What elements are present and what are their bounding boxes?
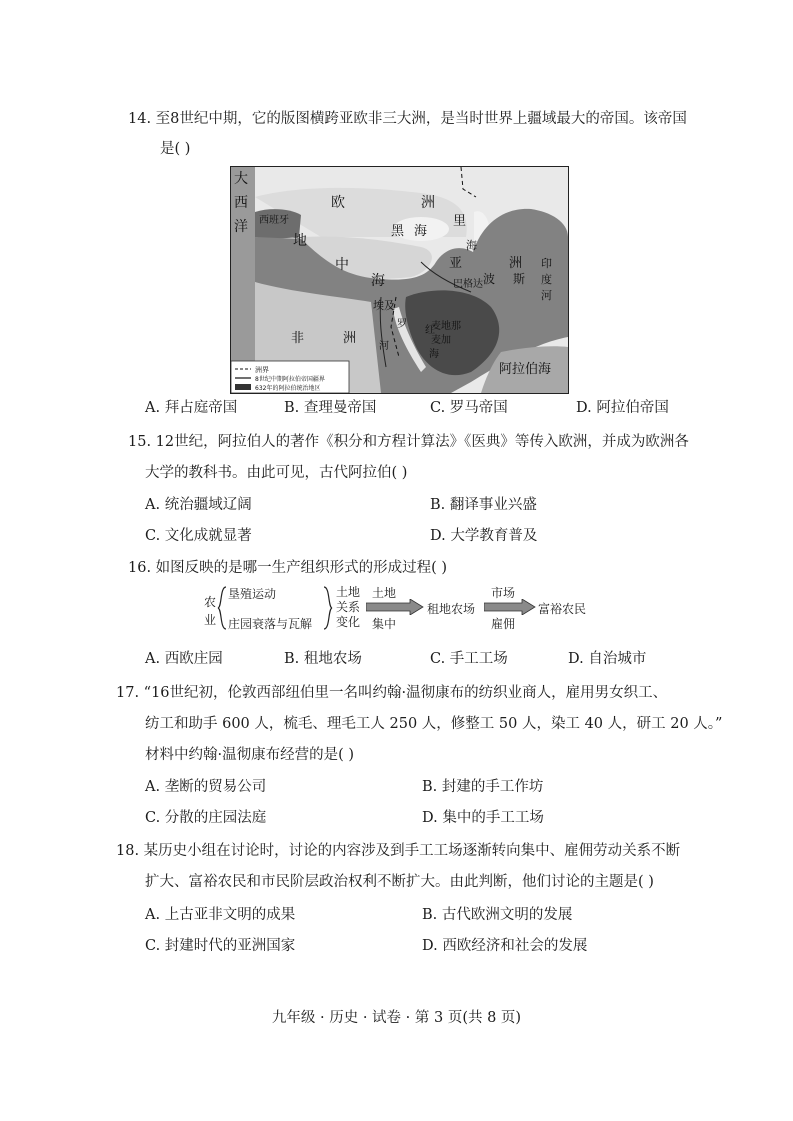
flow-arrow2-top: 市场 [491,586,516,600]
legend-text-empire: 8世纪中期阿拉伯帝国疆界 [255,376,325,383]
q14-option-c[interactable]: C. 罗马帝国 [430,400,508,416]
q17-option-c[interactable]: C. 分散的庄园法庭 [145,810,267,826]
q18-stem-line2: 扩大、富裕农民和市民阶层政治权利不断扩大。由此判断，他们讨论的主题是( ) [145,874,654,890]
q16-option-a[interactable]: A. 西欧庄园 [145,651,223,667]
map-label-arabian-sea: 阿拉伯海 [499,362,552,377]
q15-option-b[interactable]: B. 翻译事业兴盛 [430,497,537,513]
q17-option-b[interactable]: B. 封建的手工作坊 [422,779,544,795]
map-label-da: 大 [234,171,248,187]
flow-agri-1: 农 [204,595,217,609]
map-label-hong: 红 [425,325,435,336]
q14-stem-line1: 14. 至8世纪中期，它的版图横跨亚欧非三大洲，是当时世界上疆域最大的帝国。该帝国 [128,111,687,127]
flow-farm: 租地农场 [427,602,476,616]
q17-option-d[interactable]: D. 集中的手工工场 [422,810,544,826]
map-label-hei: 黑 [391,224,405,239]
q17-stem-line2: 纺工和助手 600 人，梳毛、理毛工人 250 人，修整工 50 人，染工 40 人，研工 20 人。” [145,716,723,732]
map-label-medina: 麦地那 [431,321,461,332]
map-label-ou: 欧 [331,195,345,211]
q18-option-d[interactable]: D. 西欧经济和社会的发展 [422,938,588,954]
flow-arrow1-top: 土地 [372,586,397,600]
q15-option-c[interactable]: C. 文化成就显著 [145,528,252,544]
q18-stem-line1: 18. 某历史小组在讨论时，讨论的内容涉及到手工工场逐渐转向集中、雇佣劳动关系不断 [116,843,681,859]
q14-option-a[interactable]: A. 拜占庭帝国 [145,400,238,416]
production-flow-diagram [200,583,600,633]
q16-option-b[interactable]: B. 租地农场 [284,651,362,667]
flow-item-reclamation: 垦殖运动 [228,587,277,601]
q18-option-a[interactable]: A. 上古亚非文明的成果 [145,907,296,923]
map-label-zhong: 中 [335,257,349,273]
map-label-fei: 非 [291,331,305,346]
q15-stem-line2: 大学的教科书。由此可见，古代阿拉伯( ) [145,465,408,481]
flow-land-1: 土地 [336,585,361,599]
map-label-zhou-eu: 洲 [421,195,435,211]
q16-option-c[interactable]: C. 手工工场 [430,651,508,667]
flow-brace-left [216,585,228,631]
arab-empire-map [230,166,569,394]
q18-option-c[interactable]: C. 封建时代的亚洲国家 [145,938,296,954]
q15-option-a[interactable]: A. 统治疆域辽阔 [145,497,252,513]
map-label-ai: 埃及 [373,299,395,312]
map-label-bo: 波 [483,272,496,286]
q18-option-b[interactable]: B. 古代欧洲文明的发展 [422,907,573,923]
page-footer: 九年级 · 历史 · 试卷 · 第 3 页(共 8 页) [271,1010,522,1026]
map-label-he-indus: 河 [541,289,552,302]
map-label-du: 度 [541,273,552,286]
map-label-yin: 印 [541,257,552,270]
map-label-spain: 西班牙 [259,215,289,226]
q17-stem-line3: 材料中约翰·温彻康布经营的是( ) [145,747,355,763]
q15-option-d[interactable]: D. 大学教育普及 [430,528,538,544]
flow-agri-2: 业 [204,613,217,627]
map-label-ya: 亚 [449,256,463,271]
map-label-li-hai: 海 [466,239,477,252]
map-label-xi: 西 [234,195,248,211]
map-label-baghdad: 巴格达 [453,279,483,290]
map-label-honghai: 海 [429,349,439,360]
map-label-hai: 海 [371,273,385,289]
flow-arrow-1 [366,599,424,615]
map-label-di: 地 [293,233,307,249]
map-label-heihai: 海 [414,224,428,239]
q16-stem: 16. 如图反映的是哪一生产组织形式的形成过程( ) [128,560,448,576]
q14-option-d[interactable]: D. 阿拉伯帝国 [576,400,669,416]
map-label-luo: 罗 [397,319,407,330]
flow-land-2: 关系 [336,600,361,614]
flow-brace-right [322,585,334,631]
map-label-yang: 洋 [234,219,248,235]
flow-arrow2-bottom: 雇佣 [491,617,516,631]
q15-stem-line1: 15. 12世纪，阿拉伯人的著作《积分和方程计算法》《医典》等传入欧洲，并成为欧洲各 [128,434,689,450]
flow-arrow1-bottom: 集中 [372,617,397,631]
map-label-si: 斯 [513,272,526,286]
flow-item-manor-decline: 庄园衰落与瓦解 [228,617,313,631]
flow-land-3: 变化 [336,615,361,629]
q14-option-b[interactable]: B. 查理曼帝国 [284,400,377,416]
q16-option-d[interactable]: D. 自治城市 [568,651,647,667]
map-label-zhou-af: 洲 [343,331,357,346]
legend-swatch-632 [235,384,251,390]
legend-text-632: 632年的阿拉伯统治地区 [255,385,321,392]
q14-stem-line2: 是( ) [160,141,191,157]
q17-option-a[interactable]: A. 垄断的贸易公司 [145,779,267,795]
flow-result: 富裕农民 [538,602,587,616]
map-svg [231,167,568,393]
q17-stem-line1: 17. “16世纪初，伦敦西部纽伯里一名叫约翰·温彻康布的纺织业商人，雇用男女织工、 [116,685,668,701]
map-label-li: 里 [453,214,467,229]
legend-text-continent: 洲界 [255,366,269,374]
map-label-he-nile: 河 [379,341,389,352]
map-label-zhou-as: 洲 [509,256,523,271]
flow-arrow-2 [484,599,536,615]
map-label-mecca: 麦加 [431,335,451,346]
